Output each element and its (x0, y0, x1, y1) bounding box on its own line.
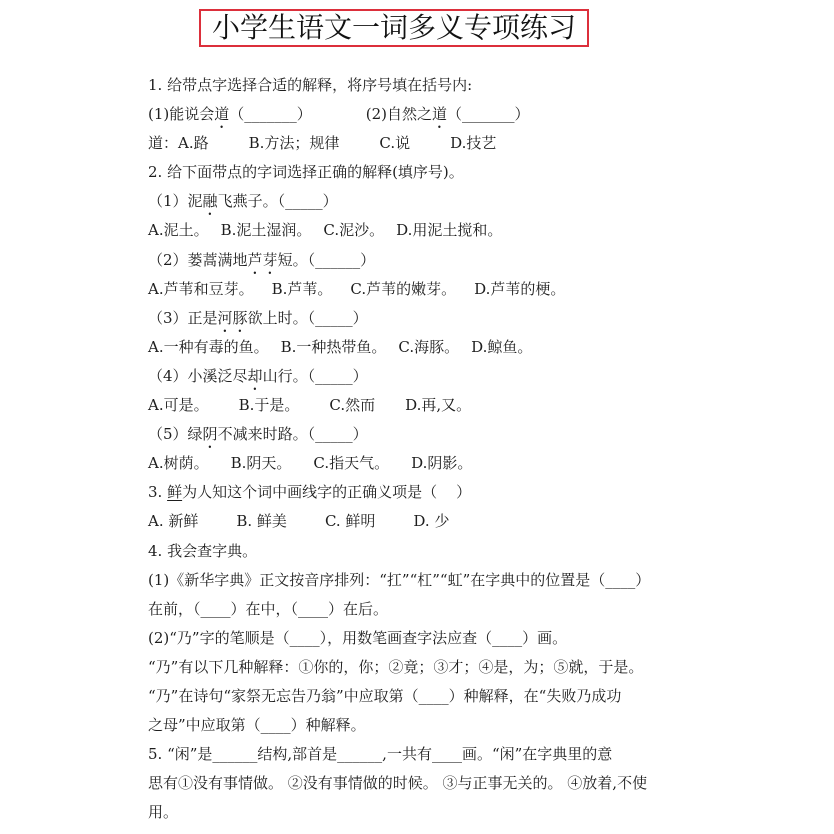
option-d: D.阴影。 (411, 454, 473, 473)
line-text: 在前，（____）在中，（____）在后。 (148, 599, 389, 618)
dotted-char: 道 (432, 105, 448, 124)
dotted-char: 却 (247, 366, 263, 385)
q1-options (148, 129, 788, 158)
dotted-char: 阴 (202, 425, 218, 444)
item-text: 山行。（_____） (262, 366, 368, 385)
worksheet-body (148, 71, 788, 827)
option-c: C. 鲜明 (324, 512, 376, 531)
item-text: （4）小溪泛尽 (148, 366, 248, 385)
q5-line-2 (148, 769, 788, 798)
option-a: 道：A.路 (148, 134, 209, 153)
option-c: C.芦苇的嫩芽。 (350, 279, 457, 298)
q1-items (148, 100, 788, 129)
line-text: “乃”有以下几种解释：①你的，你；②竟；③才；④是，为；⑤就，于是。 (148, 657, 644, 676)
q1-prompt (148, 71, 788, 100)
answer-blank: （_______） (447, 105, 530, 124)
underlined-char: 鲜 (167, 483, 183, 502)
q4-part-1-line-2 (148, 595, 788, 624)
q2-item-2-options (148, 275, 788, 304)
line-text: 1. 给带点字选择合适的解释，将序号填在括号内: (148, 76, 473, 94)
dotted-char: 芦芽 (247, 250, 278, 269)
option-b: B.于是。 (238, 396, 300, 415)
line-text: 5. “闲”是______结构,部首是______,一共有____画。“闲”在字典里的意 (148, 745, 613, 764)
option-c: C.然而 (329, 396, 376, 415)
worksheet-title-box (199, 9, 589, 47)
q2-item-3 (148, 304, 788, 333)
q2-item-1-options (148, 216, 788, 245)
option-b: B.芦苇。 (271, 279, 333, 298)
q4-prompt (148, 537, 788, 566)
option-c: C.说 (379, 134, 411, 153)
item-text: （2）蒌蒿满地 (148, 250, 248, 269)
item-text: （3）正是 (148, 308, 218, 327)
option-a: A.一种有毒的鱼。 (148, 337, 269, 356)
q2-prompt (148, 158, 788, 187)
line-text: 思有①没有事情做。 ②没有事情做的时候。 ③与正事无关的。 ④放着,不使 (148, 774, 648, 793)
option-a: A. 新鲜 (148, 512, 199, 531)
line-text: 为人知这个词中画线字的正确义项是（ ） (182, 483, 472, 502)
item-text: 短。（______） (277, 250, 376, 269)
option-a: A.泥土。 (148, 221, 209, 240)
q4-part-2-line-2 (148, 653, 788, 682)
option-d: D.芦苇的梗。 (474, 279, 566, 298)
q2-item-5 (148, 420, 788, 449)
dotted-char: 道 (214, 105, 230, 124)
option-d: D.用泥土搅和。 (396, 221, 503, 240)
option-a: A.芦苇和豆芽。 (148, 279, 254, 298)
line-text: 用。 (148, 803, 179, 822)
q4-part-2-line-4 (148, 711, 788, 740)
item-text: (1)能说会 (148, 105, 215, 124)
q4-part-1-line-1 (148, 566, 788, 595)
option-b: B.方法；规律 (248, 134, 340, 153)
item-text: （5）绿 (148, 425, 203, 444)
option-c: C.泥沙。 (323, 221, 385, 240)
q2-item-3-options (148, 333, 788, 362)
dotted-char: 融 (202, 192, 218, 211)
item-text: 欲上时。（_____） (247, 308, 368, 327)
item-text: 不减来时路。（_____） (217, 425, 368, 444)
item-text: （1）泥 (148, 192, 203, 211)
option-d: D.再,又。 (405, 396, 472, 415)
q4-part-2-line-3 (148, 682, 788, 711)
line-text: “乃”在诗句“家祭无忘告乃翁”中应取第（____）种解释，在“失败乃成功 (148, 686, 622, 705)
option-b: B.泥土湿润。 (220, 221, 312, 240)
option-a: A.可是。 (148, 396, 209, 415)
q3-prompt (148, 478, 788, 507)
line-text: 之母”中应取第（____）种解释。 (148, 716, 366, 735)
q5-line-3 (148, 798, 788, 827)
option-d: D. 少 (413, 512, 450, 531)
option-d: D.技艺 (450, 134, 497, 153)
q2-item-4 (148, 362, 788, 391)
item-text: (2)自然之 (365, 105, 433, 124)
answer-blank: （_______） (229, 105, 312, 124)
q2-item-5-options (148, 449, 788, 478)
dotted-char: 河豚 (217, 308, 248, 327)
line-text: 2. 给下面带点的字词选择正确的解释(填序号)。 (148, 163, 464, 182)
line-text: 3. (148, 483, 168, 502)
q3-options (148, 507, 788, 536)
line-text: (2)“乃”字的笔顺是（____），用数笔画查字法应查（____）画。 (148, 628, 568, 647)
line-text: 4. 我会查字典。 (148, 541, 258, 560)
q5-line-1 (148, 740, 788, 769)
option-b: B. 鲜美 (236, 512, 287, 531)
option-c: C.指天气。 (313, 454, 390, 473)
option-c: C.海豚。 (398, 337, 460, 356)
worksheet-title: 小学生语文一词多义专项练习 (211, 11, 576, 44)
q4-part-2-line-1 (148, 624, 788, 653)
option-b: B.一种热带鱼。 (280, 337, 387, 356)
q2-item-1 (148, 187, 788, 216)
option-d: D.鲸鱼。 (471, 337, 533, 356)
option-b: B.阴天。 (230, 454, 292, 473)
line-text: (1)《新华字典》正文按音序排列：“扛”“杠”“虹”在字典中的位置是（____） (148, 570, 651, 589)
q2-item-2 (148, 246, 788, 275)
option-a: A.树荫。 (148, 454, 209, 473)
q2-item-4-options (148, 391, 788, 420)
item-text: 飞燕子。（_____） (217, 192, 338, 211)
